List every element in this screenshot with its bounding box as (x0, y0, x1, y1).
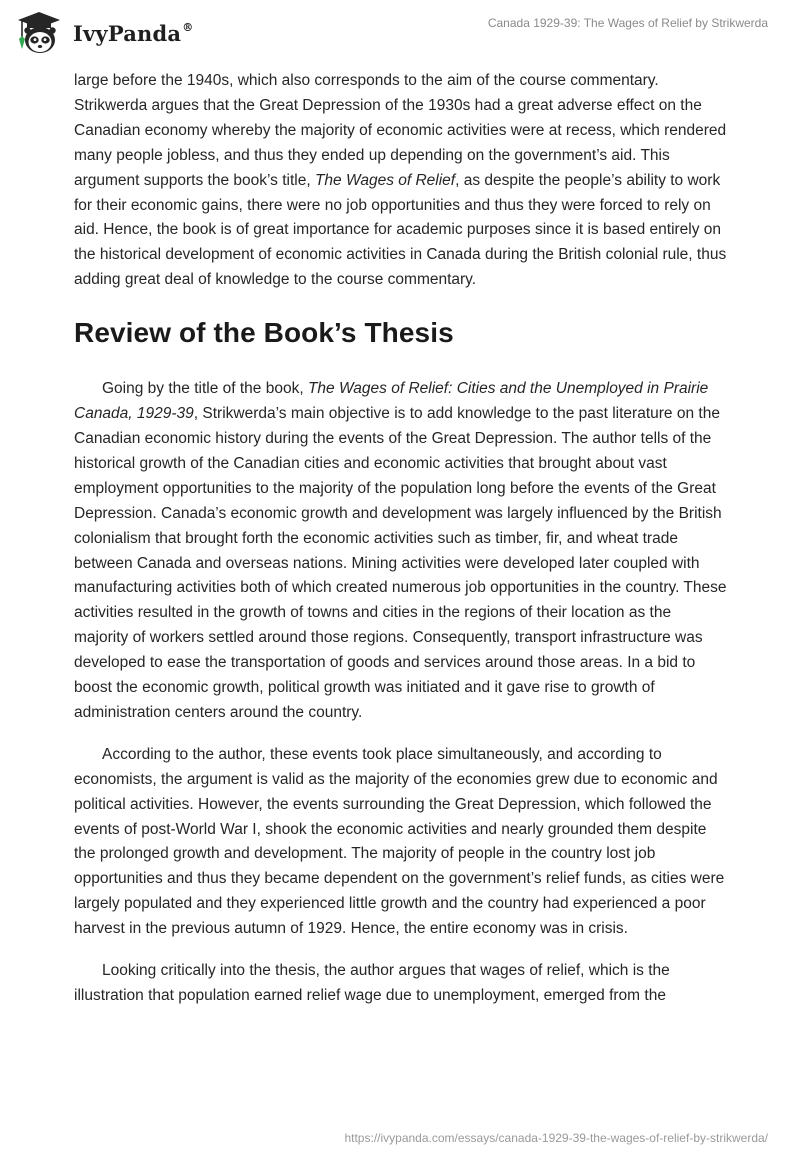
brand-name-text: IvyPanda (73, 20, 182, 46)
intro-text-part1: large before the 1940s, which also corresponds to the aim of the course commentary. Strikwerda argues that the Great Depression of the 1930s had a great adverse effect on the Canadian economy whereby the majority of economic activities were at recess, which rendered many people jobless, and thus they ended up depending on the government’s aid. This argument supports the book’s title, (74, 72, 727, 189)
thesis-p1-before: Going by the title of the book, (102, 380, 308, 398)
thesis-p1-after: , Strikwerda’s main objective is to add knowledge to the past literature on the Canadian economic history during the events of the Great Depression. The author tells of the historical growth of the Canadian cities and economic activities that brought about vast employment opportunities to the majority of the population long before the events of the Great Depression. Canada’s economic growth and development was largely influenced by the British colonialism that brought forth the economic activities such as timber, fir, and wheat trade between Canada and overseas nations. Mining activities were developed later coupled with manufacturing activities both of which created numerous job opportunities in the country. These activities resulted in the growth of towns and cities in the regions of their location as the majority of workers settled around those regions. Consequently, transport infrastructure was developed to ease the transportation of goods and services around those areas. In a bid to boost the economic growth, political growth was initiated and it gave rise to growth of administration centers around the country. (74, 405, 727, 721)
source-url[interactable]: https://ivypanda.com/essays/canada-1929-39-the-wages-of-relief-by-strikwerda/ (344, 1131, 768, 1145)
thesis-paragraph-3: Looking critically into the thesis, the author argues that wages of relief, which is the illustration that population earned relief wage due to unemployment, emerged from the (74, 962, 670, 1004)
ivypanda-logo[interactable] (14, 9, 193, 57)
panda-graduate-icon (14, 9, 64, 57)
registered-mark: ® (182, 20, 194, 34)
brand-name (73, 21, 193, 46)
page-header (0, 0, 800, 64)
section-heading: Review of the Book’s Thesis (74, 317, 454, 349)
book-title-italic: The Wages of Relief (314, 171, 456, 189)
full-book-title-italic: The Wages of Relief: Cities and the Unemployed in Prairie Canada, 1929-39 (74, 380, 709, 423)
thesis-paragraph-1 (74, 377, 728, 726)
intro-paragraph (74, 69, 728, 293)
intro-text-part2: , as despite the people’s ability to work for their economic gains, there were no job opportunities and thus they were forced to rely on aid. Hence, the book is of great importance for academic purposes since it is based entirely on the historical development of economic activities in Canada during the British colonial rule, thus adding great deal of knowledge to the course commentary. (74, 171, 727, 289)
document-title: Canada 1929-39: The Wages of Relief by Strikwerda (487, 16, 768, 30)
thesis-paragraph-2: According to the author, these events took place simultaneously, and according to economists, the argument is valid as the majority of the economies grew due to economic and political activities. However, the events surrounding the Great Depression, which followed the events of post-World War I, shook the economic activities and nearly grounded them despite the prolonged growth and development. The majority of people in the country lost job opportunities and thus they became dependent on the government’s relief funds, as cities were largely populated and they experienced little growth and the country had experienced a poor harvest in the previous autumn of 1929. Hence, the entire economy was in crisis. (74, 745, 725, 938)
essay-body (74, 69, 728, 1026)
